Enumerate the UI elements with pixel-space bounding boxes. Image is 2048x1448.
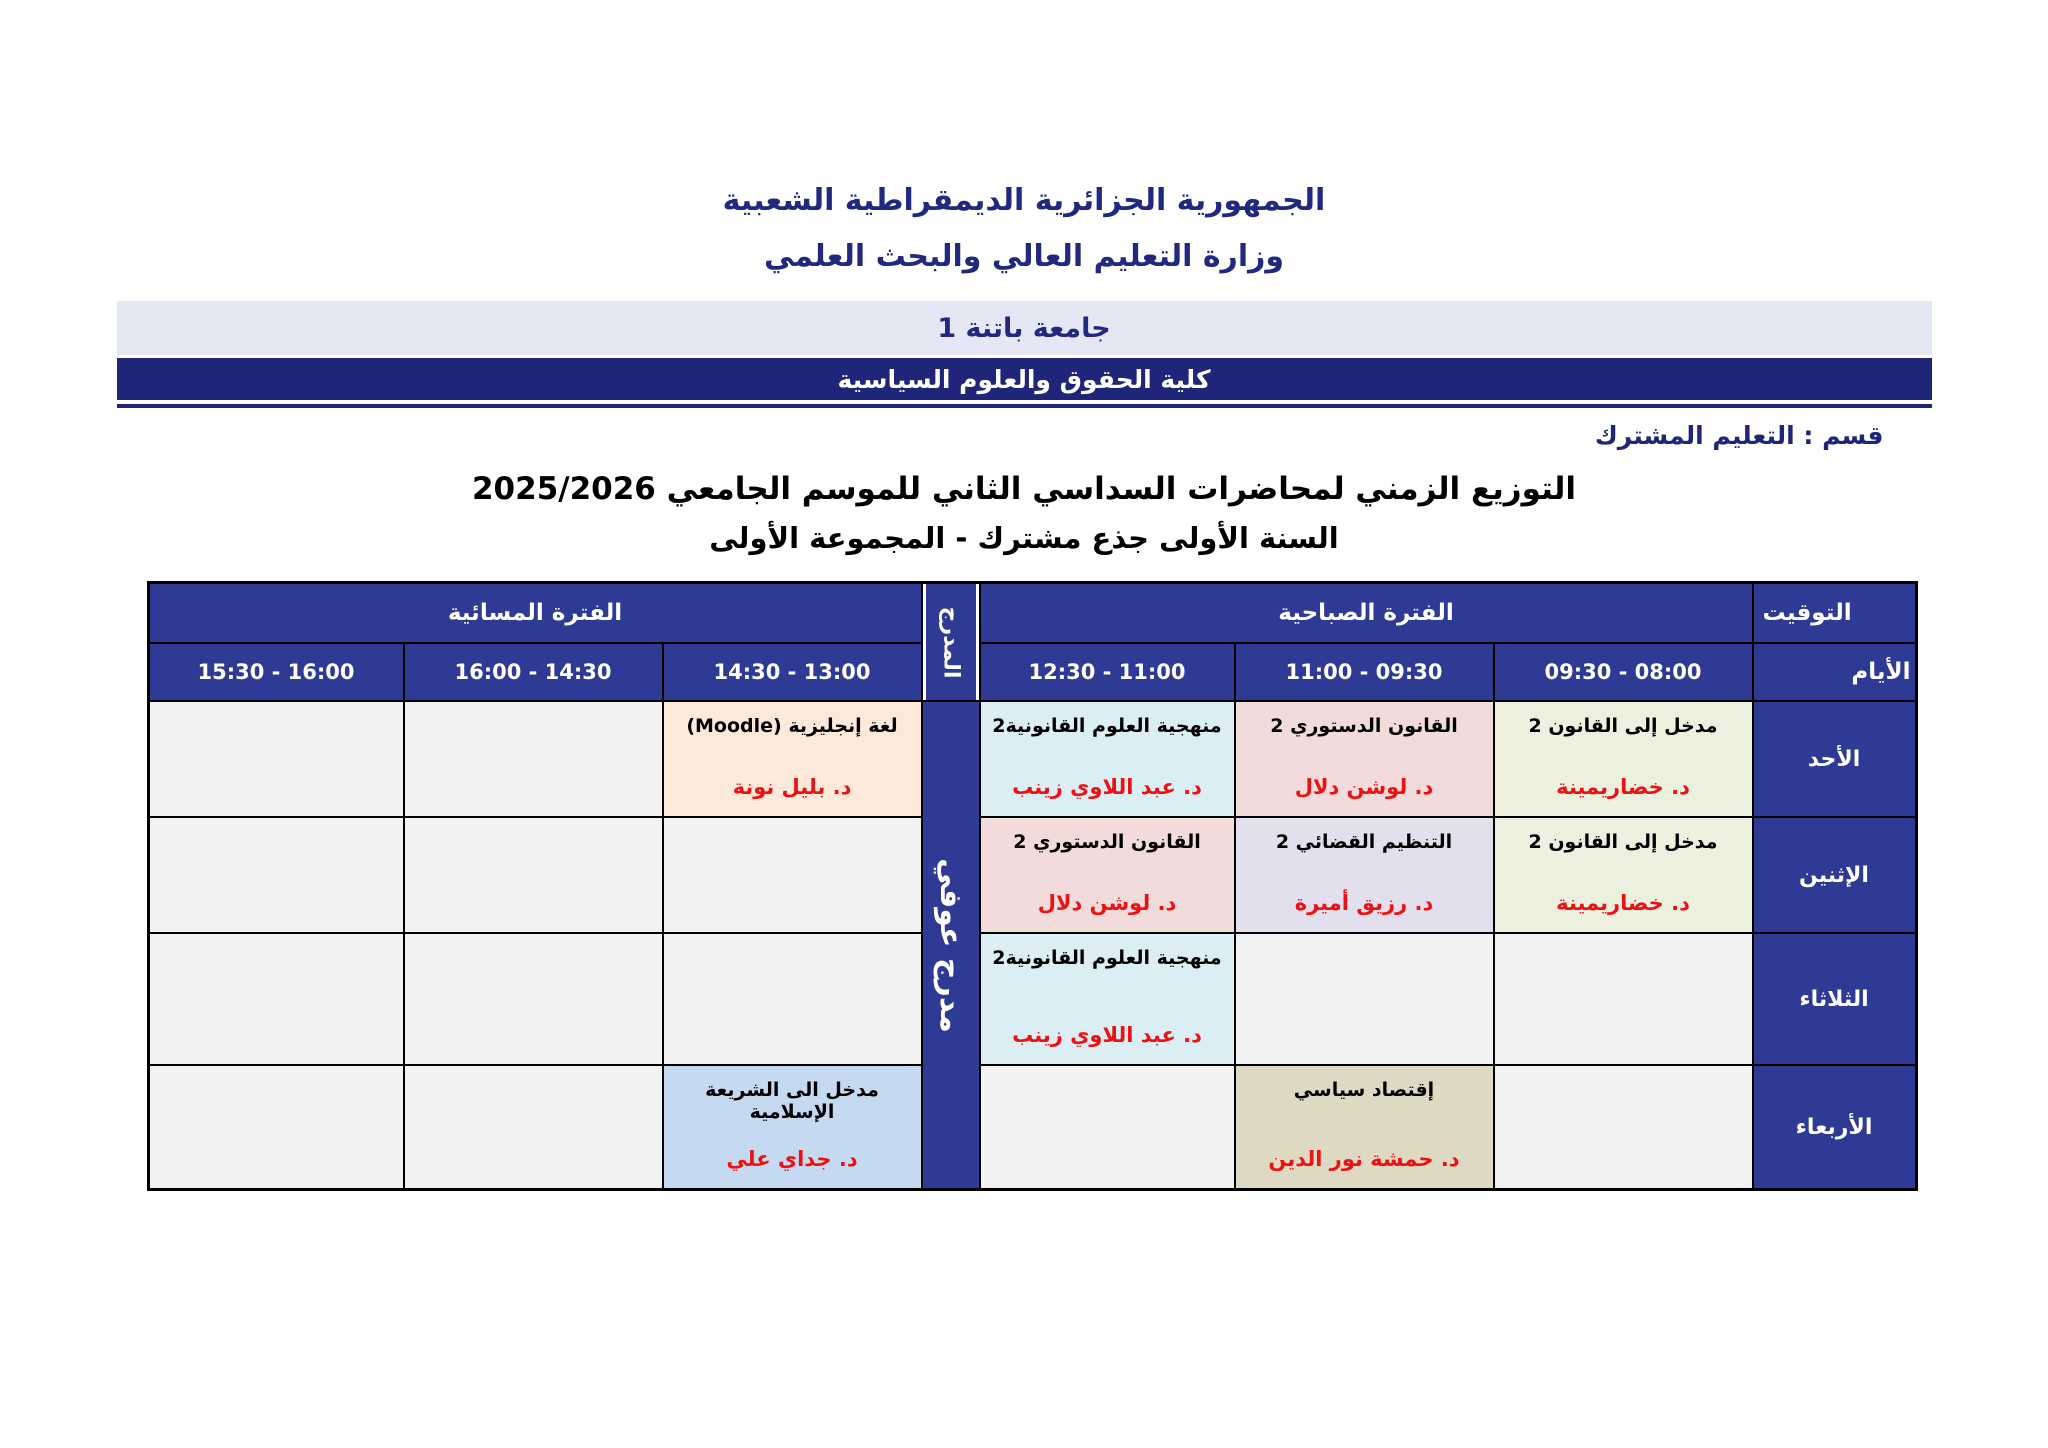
evening-period-header: الفترة المسائية bbox=[150, 584, 921, 642]
day-cell-sunday: الأحد bbox=[1754, 702, 1915, 816]
hall-name-cell bbox=[923, 702, 979, 1188]
teacher-name: د. بليل نونة bbox=[732, 775, 852, 799]
schedule-cell bbox=[981, 702, 1234, 816]
schedule-cell bbox=[405, 818, 662, 932]
schedule-subtitle: السنة الأولى جذع مشترك - المجموعة الأولى bbox=[709, 521, 1339, 555]
schedule-cell bbox=[664, 818, 921, 932]
ministry-header-line: وزارة التعليم العالي والبحث العلمي bbox=[763, 239, 1285, 274]
course-name: لغة إنجليزية (Moodle) bbox=[686, 715, 898, 737]
schedule-cell bbox=[150, 818, 403, 932]
morning-period-header: الفترة الصباحية bbox=[981, 584, 1752, 642]
schedule-cell bbox=[1236, 818, 1493, 932]
schedule-cell bbox=[150, 934, 403, 1064]
teacher-name: د. خضاريمينة bbox=[1556, 891, 1690, 915]
days-corner-header: الأيام bbox=[1754, 644, 1915, 700]
schedule-cell bbox=[1495, 1066, 1752, 1188]
day-cell-wednesday: الأربعاء bbox=[1754, 1066, 1915, 1188]
faculty-banner: كلية الحقوق والعلوم السياسية bbox=[117, 358, 1932, 400]
course-name: التنظيم القضائي 2 bbox=[1275, 831, 1453, 853]
schedule-cell bbox=[1236, 934, 1493, 1064]
department-label: قسم : التعليم المشترك bbox=[1594, 421, 1884, 450]
time-slot-evening-1: 14:30 - 13:00 bbox=[664, 644, 921, 700]
schedule-cell bbox=[1236, 702, 1493, 816]
course-name: إقتصاد سياسي bbox=[1293, 1079, 1435, 1101]
schedule-cell bbox=[1236, 1066, 1493, 1188]
teacher-name: د. رزيق أميرة bbox=[1294, 891, 1434, 915]
schedule-cell bbox=[664, 1066, 921, 1188]
schedule-cell bbox=[150, 702, 403, 816]
hall-name-label: مدرج عوفي bbox=[933, 857, 969, 1033]
hall-column-header bbox=[923, 584, 979, 700]
teacher-name: د. خضاريمينة bbox=[1556, 775, 1690, 799]
faculty-banner-underline bbox=[117, 404, 1932, 408]
day-cell-tuesday: الثلاثاء bbox=[1754, 934, 1915, 1064]
time-slot-morning-1: 09:30 - 08:00 bbox=[1495, 644, 1752, 700]
teacher-name: د. عبد اللاوي زينب bbox=[1012, 1023, 1202, 1047]
teacher-name: د. حمشة نور الدين bbox=[1268, 1147, 1460, 1171]
hall-column-header-label: المدرج bbox=[938, 606, 963, 678]
schedule-cell bbox=[405, 702, 662, 816]
time-slot-morning-3: 12:30 - 11:00 bbox=[981, 644, 1234, 700]
teacher-name: د. لوشن دلال bbox=[1294, 775, 1434, 799]
teacher-name: د. عبد اللاوي زينب bbox=[1012, 775, 1202, 799]
time-slot-evening-3: 15:30 - 16:00 bbox=[150, 644, 403, 700]
schedule-cell bbox=[405, 1066, 662, 1188]
schedule-cell bbox=[981, 818, 1234, 932]
teacher-name: د. لوشن دلال bbox=[1037, 891, 1177, 915]
republic-header-line: الجمهورية الجزائرية الديمقراطية الشعبية bbox=[722, 183, 1326, 218]
university-banner: جامعة باتنة 1 bbox=[117, 301, 1932, 355]
course-name: منهجية العلوم القانونية2 bbox=[992, 715, 1222, 737]
schedule-cell bbox=[1495, 934, 1752, 1064]
course-name: مدخل الى الشريعة الإسلامية bbox=[705, 1079, 879, 1123]
course-name: القانون الدستوري 2 bbox=[1013, 831, 1201, 853]
timing-corner-header: التوقيت bbox=[1754, 584, 1915, 642]
schedule-title: التوزيع الزمني لمحاضرات السداسي الثاني للموسم الجامعي 2025/2026 bbox=[471, 471, 1576, 507]
time-slot-evening-2: 16:00 - 14:30 bbox=[405, 644, 662, 700]
course-name: مدخل إلى القانون 2 bbox=[1528, 831, 1718, 853]
schedule-cell bbox=[1495, 702, 1752, 816]
schedule-cell bbox=[1495, 818, 1752, 932]
course-name: القانون الدستوري 2 bbox=[1270, 715, 1458, 737]
teacher-name: د. جداي علي bbox=[726, 1147, 858, 1171]
schedule-cell bbox=[150, 1066, 403, 1188]
day-cell-monday: الإثنين bbox=[1754, 818, 1915, 932]
document-page bbox=[117, 0, 1932, 1191]
time-slot-morning-2: 11:00 - 09:30 bbox=[1236, 644, 1493, 700]
course-name: منهجية العلوم القانونية2 bbox=[992, 947, 1222, 969]
schedule-cell bbox=[405, 934, 662, 1064]
schedule-cell bbox=[664, 702, 921, 816]
timetable bbox=[147, 581, 1918, 1191]
course-name: مدخل إلى القانون 2 bbox=[1528, 715, 1718, 737]
schedule-cell bbox=[981, 934, 1234, 1064]
schedule-cell bbox=[981, 1066, 1234, 1188]
schedule-cell bbox=[664, 934, 921, 1064]
